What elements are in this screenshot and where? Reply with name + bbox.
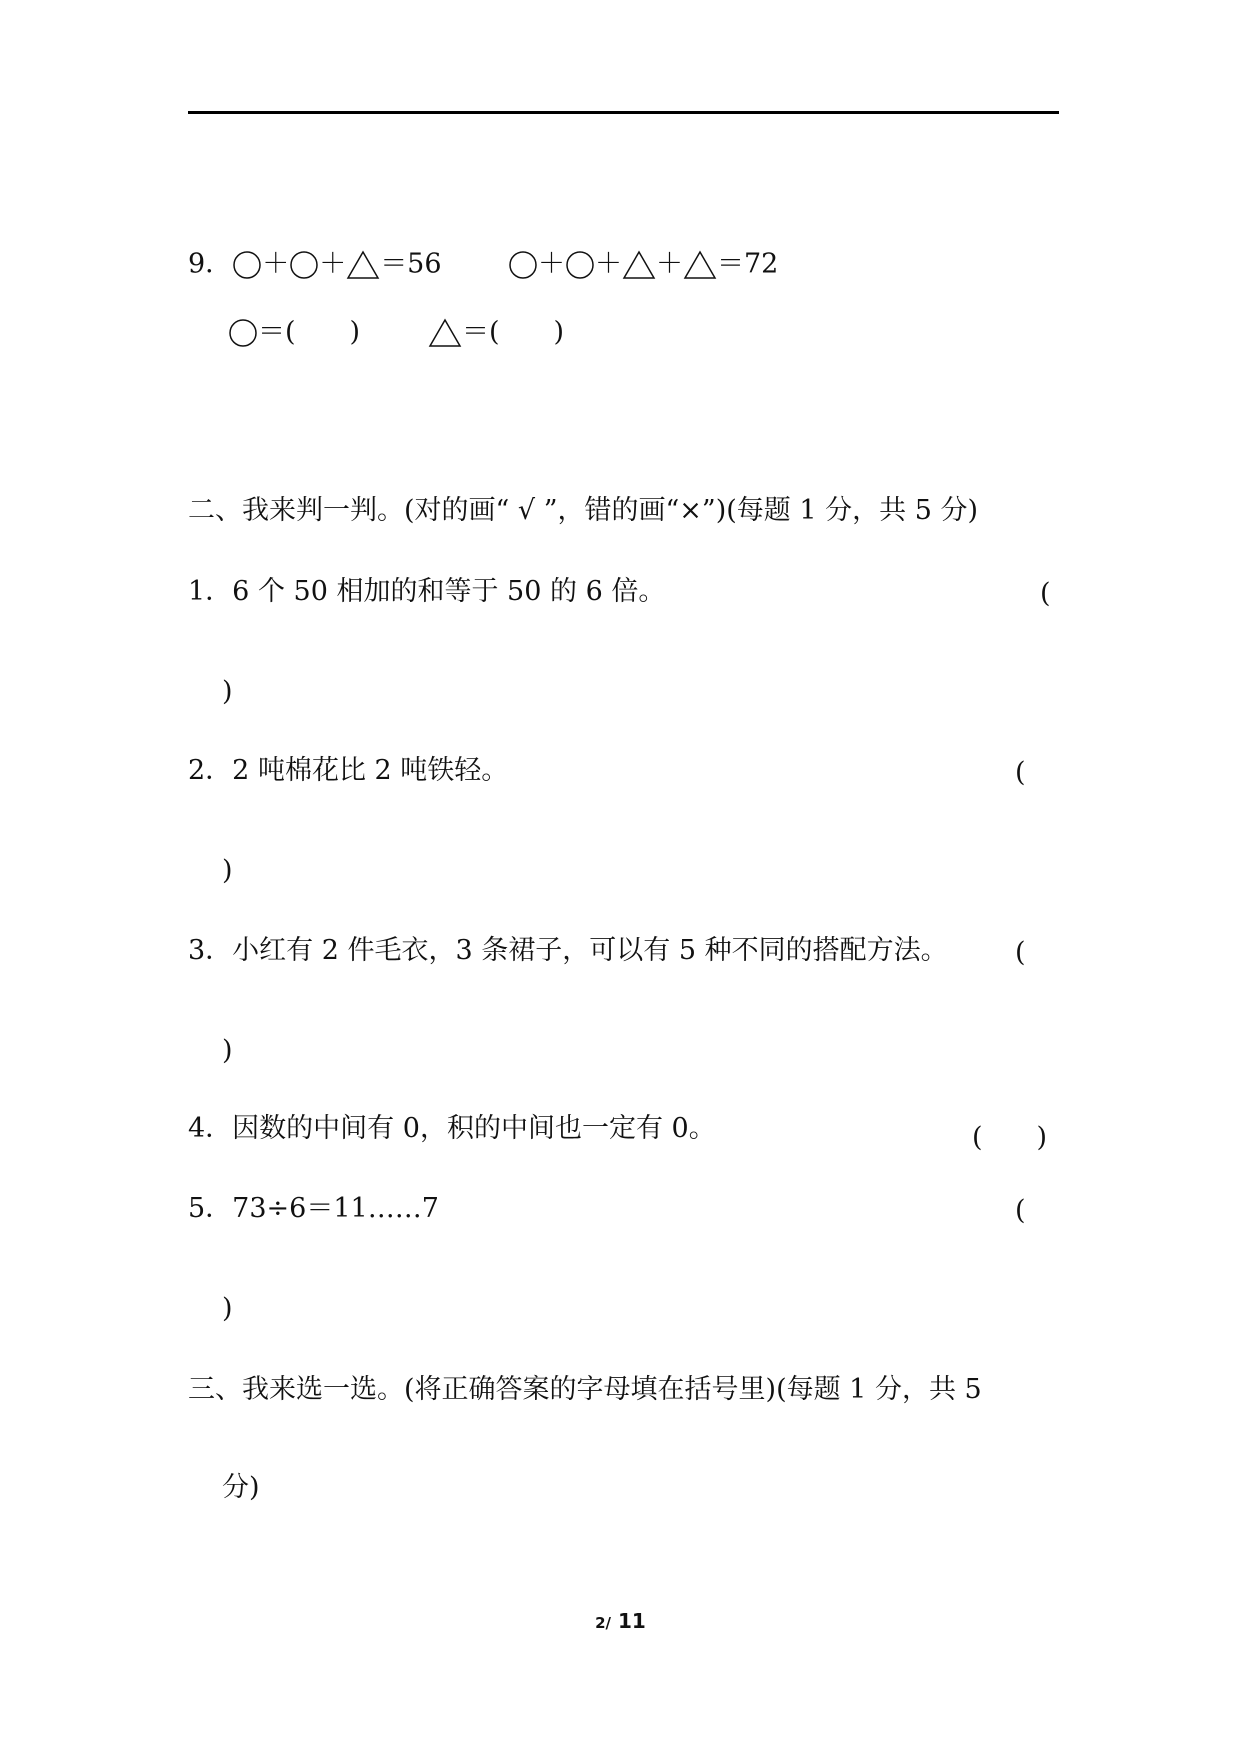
answer-paren-open[interactable]: ( — [1015, 1195, 1026, 1226]
judge-item-2: 2．2 吨棉花比 2 吨铁轻。 — [188, 755, 509, 786]
answer-paren-open[interactable]: ( — [1015, 937, 1026, 968]
circle-icon — [508, 250, 538, 280]
answer-paren-open[interactable]: ( — [1040, 578, 1051, 609]
q9-equation-2 — [508, 250, 778, 280]
answer-blank[interactable]: ＝( ) — [462, 316, 565, 348]
page-number — [0, 1609, 1241, 1633]
plus-sign: ＋ — [656, 248, 683, 280]
q9-answer-triangle — [428, 318, 564, 348]
answer-paren[interactable]: ( ) — [972, 1122, 1048, 1153]
answer-paren-close[interactable]: ) — [222, 676, 233, 707]
page-current: 2/ — [595, 1614, 612, 1632]
q9-eq2-result: ＝72 — [717, 248, 779, 280]
answer-paren-open[interactable]: ( — [1015, 757, 1026, 788]
plus-sign: ＋ — [319, 248, 347, 280]
triangle-icon — [428, 318, 462, 348]
header-rule — [188, 111, 1059, 114]
answer-paren-close[interactable]: ) — [222, 1293, 233, 1324]
circle-icon — [289, 250, 319, 280]
judge-item-3: 3．小红有 2 件毛衣，3 条裙子，可以有 5 种不同的搭配方法。 — [188, 935, 948, 966]
page-total: 11 — [618, 1609, 646, 1633]
judge-item-4: 4．因数的中间有 0，积的中间也一定有 0。 — [188, 1113, 716, 1144]
circle-icon — [565, 250, 595, 280]
section-3-heading: 三、我来选一选。(将正确答案的字母填在括号里)(每题 1 分，共 5 — [188, 1374, 982, 1405]
q9-answer-circle — [228, 318, 360, 348]
circle-icon — [232, 250, 262, 280]
plus-sign: ＋ — [595, 248, 622, 280]
judge-item-1: 1．6 个 50 相加的和等于 50 的 6 倍。 — [188, 576, 666, 607]
answer-paren-close[interactable]: ) — [222, 1035, 233, 1066]
triangle-icon — [346, 250, 380, 280]
section-3-heading-cont: 分) — [222, 1472, 260, 1503]
triangle-icon — [622, 250, 656, 280]
triangle-icon — [683, 250, 717, 280]
plus-sign: ＋ — [538, 248, 565, 280]
judge-item-5: 5．73÷6＝11……7 — [188, 1193, 439, 1224]
answer-blank[interactable]: ＝( ) — [258, 316, 361, 348]
q9-equations — [188, 250, 442, 280]
plus-sign: ＋ — [262, 248, 290, 280]
answer-paren-close[interactable]: ) — [222, 855, 233, 886]
circle-icon — [228, 318, 258, 348]
q9-eq1-result: ＝56 — [380, 248, 442, 280]
section-2-heading: 二、我来判一判。(对的画“ √ ”，错的画“×”)(每题 1 分，共 5 分) — [188, 495, 979, 526]
q9-number: 9． — [188, 248, 233, 280]
